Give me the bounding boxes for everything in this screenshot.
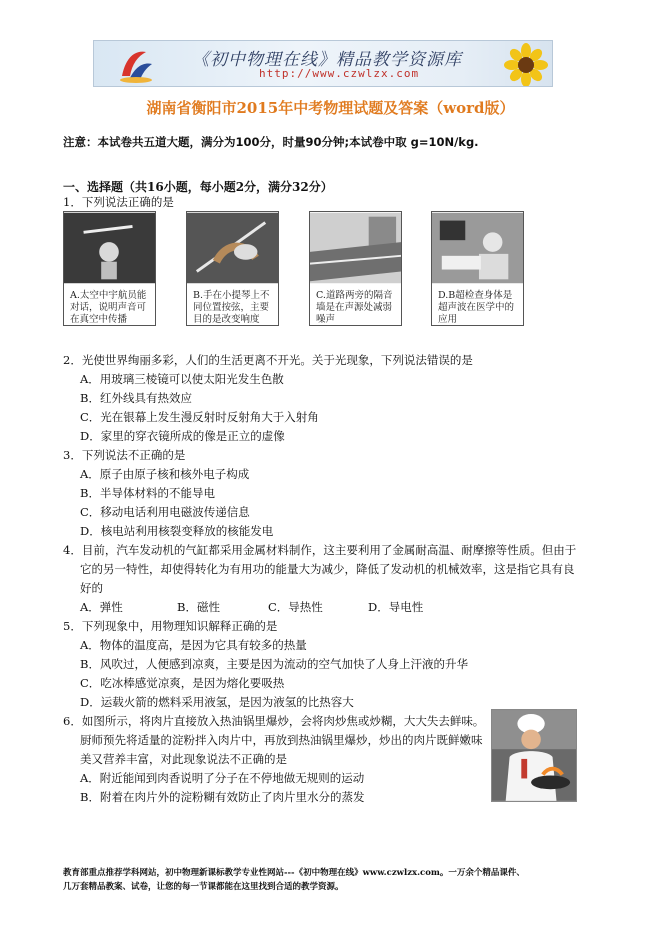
question-4-option-b: B．磁性	[177, 600, 220, 614]
question-1-picture-d	[431, 211, 524, 326]
banner-title: 《初中物理在线》精品教学资源库	[192, 50, 462, 70]
question-5-option-b: B．风吹过，人便感到凉爽，主要是因为流动的空气加快了人身上汗液的升华	[80, 657, 468, 671]
question-6-option-b: B．附着在肉片外的淀粉糊有效防止了肉片里水分的蒸发	[80, 790, 365, 804]
question-6-stem-line-3: 美又营养丰富，对此现象说法不正确的是	[80, 752, 287, 766]
header-banner	[93, 40, 553, 87]
question-1-picture-c	[309, 211, 402, 326]
question-4-stem-line-3: 好的	[80, 581, 103, 595]
picture-c-caption: C.道路两旁的隔音墙是在声源处减弱噪声	[316, 290, 393, 325]
question-5-option-c: C．吃冰棒感觉凉爽，是因为熔化要吸热	[80, 676, 285, 690]
picture-d-caption: D.B超检查身体是超声波在医学中的应用	[438, 290, 515, 325]
logo-icon	[116, 46, 156, 84]
document-title: 湖南省衡阳市2015年中考物理试题及答案（word版）	[146, 99, 515, 117]
question-3-option-b: B．半导体材料的不能导电	[80, 486, 215, 500]
question-5-stem: 5．下列现象中，用物理知识解释正确的是	[63, 619, 278, 633]
question-4-option-d: D．导电性	[368, 600, 424, 614]
question-2-option-a: A．用玻璃三棱镜可以使太阳光发生色散	[80, 372, 284, 386]
astronaut-photo-icon	[64, 212, 155, 284]
question-2-option-c: C．光在银幕上发生漫反射时反射角大于入射角	[80, 410, 319, 424]
ultrasound-photo-icon	[432, 212, 523, 284]
question-2-stem: 2．光使世界绚丽多彩，人们的生活更离不开光。关于光现象，下列说法错误的是	[63, 353, 473, 367]
picture-b-caption: B.手在小提琴上不同位置按弦，主要目的是改变响度	[193, 290, 270, 325]
question-4-option-c: C．导热性	[268, 600, 323, 614]
page-footer	[63, 866, 525, 894]
question-5-option-a: A．物体的温度高，是因为它具有较多的热量	[80, 638, 307, 652]
question-4-stem-line-2: 它的另一特性，却使得转化为有用功的能量大为减少，降低了发动机的机械效率，这是指它具有良	[80, 562, 575, 576]
question-1-picture-b	[186, 211, 279, 326]
violin-photo-icon	[187, 212, 278, 284]
exam-notice: 注意：本试卷共五道大题，满分为100分，时量90分钟;本试卷中取 g=10N/kg.	[63, 135, 479, 149]
banner-url[interactable]: http://www.czwlzx.com	[259, 67, 420, 80]
question-2-option-b: B．红外线具有热效应	[80, 391, 192, 405]
question-6-stem-line-1: 6．如图所示，将肉片直接放入热油锅里爆炒，会将肉炒焦或炒糊，大大失去鲜味。	[63, 714, 485, 728]
sound-barrier-photo-icon	[310, 212, 401, 284]
question-3-option-c: C．移动电话利用电磁波传递信息	[80, 505, 250, 519]
question-3-stem: 3．下列说法不正确的是	[63, 448, 186, 462]
footer-line-2: 几万套精品教案、试卷，让您的每一节课都能在这里找到合适的教学资源。	[63, 882, 344, 892]
question-3-option-a: A．原子由原子核和核外电子构成	[80, 467, 250, 481]
sunflower-icon	[504, 43, 548, 87]
section-heading: 一、选择题（共16小题，每小题2分，满分32分）	[63, 180, 333, 194]
question-6-option-a: A．附近能闻到肉香说明了分子在不停地做无规则的运动	[80, 771, 365, 785]
question-3-option-d: D．核电站利用核裂变释放的核能发电	[80, 524, 274, 538]
question-1-picture-a	[63, 211, 156, 326]
footer-line-1: 教育部重点推荐学科网站，初中物理新课标教学专业性网站---《初中物理在线》www.czwlzx.com。一万余个精品课件、	[63, 868, 525, 878]
picture-a-caption: A.太空中宇航员能对话，说明声音可在真空中传播	[70, 290, 147, 325]
question-4-stem-line-1: 4．目前，汽车发动机的气缸都采用金属材料制作，这主要利用了金属耐高温、耐摩擦等性质。但由于	[63, 543, 577, 557]
question-2-option-d: D．家里的穿衣镜所成的像是正立的虚像	[80, 429, 285, 443]
question-6-stem-line-2: 厨师预先将适量的淀粉拌入肉片中，再放到热油锅里爆炒，炒出的肉片既鲜嫩味	[80, 733, 483, 747]
question-1-stem: 1．下列说法正确的是	[63, 195, 174, 209]
question-5-option-d: D．运载火箭的燃料采用液氢，是因为液氢的比热容大	[80, 695, 354, 709]
question-4-option-a: A．弹性	[80, 600, 123, 614]
chef-photo-icon	[491, 709, 577, 802]
